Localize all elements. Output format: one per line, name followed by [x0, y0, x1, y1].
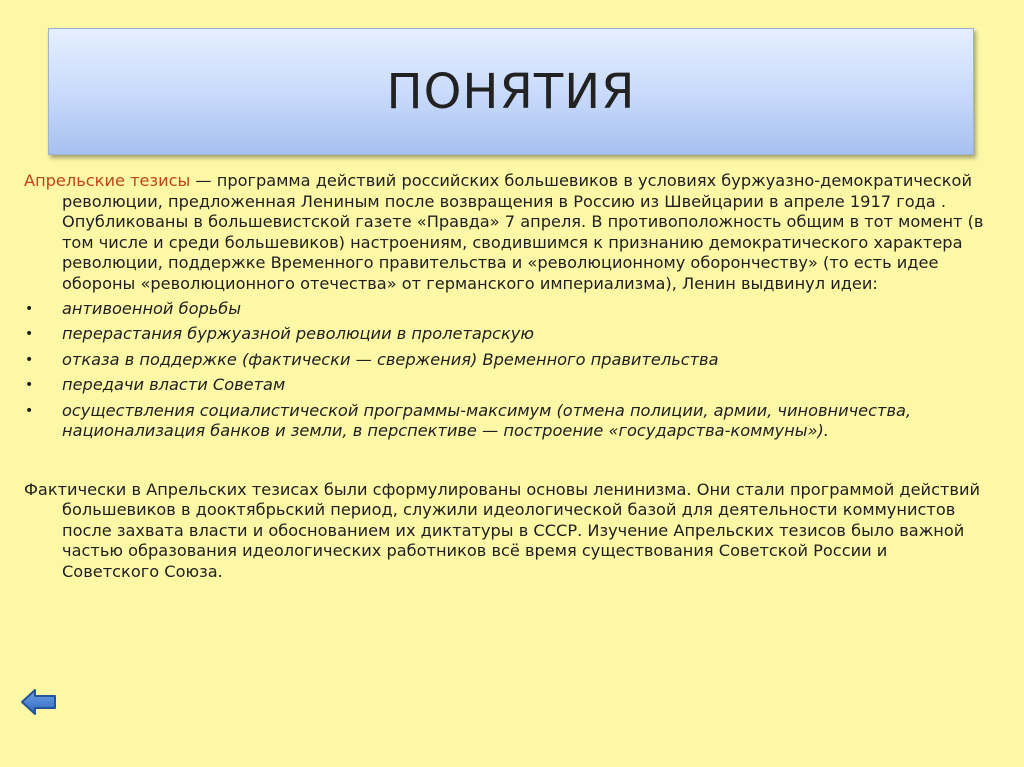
- list-item: [24, 401, 984, 442]
- list-item: [24, 375, 984, 396]
- bullet-marker: •: [25, 326, 34, 343]
- term-april-theses: Апрельские тезисы: [24, 171, 191, 190]
- list-item-text: осуществления социалистической программы-максимум (отмена полиции, армии, чиновничества, национализация банков и земли, в перспективе — построение «государства-коммуны»).: [62, 400, 912, 441]
- bullet-marker: •: [25, 351, 34, 368]
- list-item-text: перерастания буржуазной революции в пролетарскую: [62, 324, 535, 344]
- list-item: [24, 299, 984, 320]
- bullet-marker: •: [25, 377, 34, 394]
- slide-content: [24, 171, 984, 583]
- conclusion-paragraph: Фактически в Апрельских тезисах были сформулированы основы ленинизма. Они стали программой действий большевиков в дооктябрьский период, служили идеологической базой для деятельности коммунистов после захвата власти и обоснованием их диктатуры в СССР. Изучение Апрельских тезисов было важной частью образования идеологических работников всё время существования Советской России и Советского Союза.: [24, 479, 980, 582]
- list-item: [24, 324, 984, 345]
- list-item-text: антивоенной борьбы: [62, 298, 242, 318]
- list-item: [24, 350, 984, 371]
- ideas-list: [24, 299, 984, 442]
- back-arrow-shape: [20, 687, 58, 717]
- intro-paragraph: [24, 171, 984, 295]
- list-item-text: передачи власти Советам: [62, 375, 286, 395]
- list-item-text: отказа в поддержке (фактически — свержения) Временного правительства: [62, 349, 719, 369]
- slide-title: ПОНЯТИЯ: [386, 63, 636, 120]
- intro-definition: — программа действий российских большевиков в условиях буржуазно-демократической революции, предложенная Лениным после возвращения в Россию из Швейцарии в апреле 1917 года . Опубликованы в большевистской газете «Правда» 7 апреля. В противоположность общим в тот момент (в том числе и среди большевиков) настроениям, сводившимся к признанию демократического характера революции, поддержке Временного правительства и «революционному оборончеству» (то есть идее обороны «революционного отечества» от германского империализма), Ленин выдвинул идеи:: [62, 171, 984, 293]
- bullet-marker: •: [25, 300, 34, 317]
- slide-title-box: [48, 28, 974, 155]
- back-arrow-icon[interactable]: [20, 687, 58, 717]
- bullet-marker: •: [25, 402, 34, 419]
